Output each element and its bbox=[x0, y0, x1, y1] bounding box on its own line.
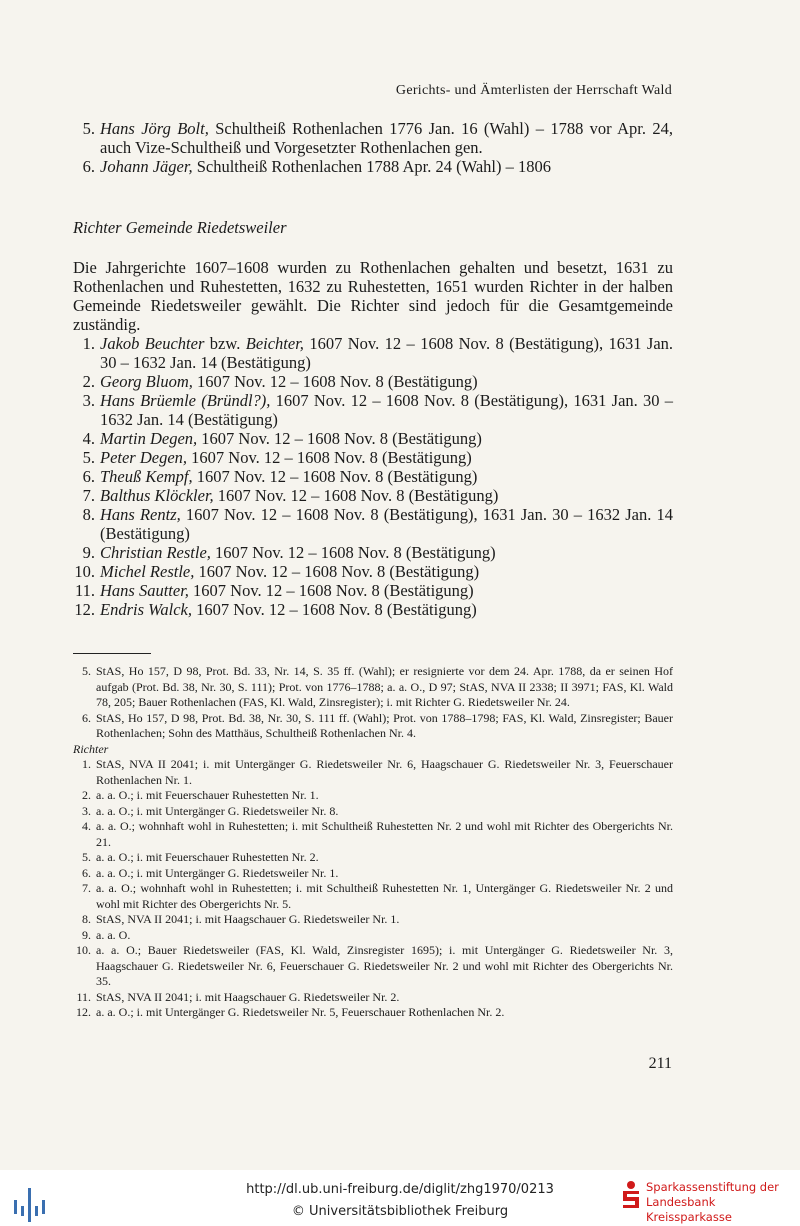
item-number: 11. bbox=[74, 581, 95, 600]
page-number: 211 bbox=[648, 1055, 672, 1072]
item-text: 1607 Nov. 12 – 1608 Nov. 8 (Bestätigung) bbox=[188, 581, 474, 600]
footnote-number: 5. bbox=[82, 850, 91, 864]
item-number: 12. bbox=[74, 600, 95, 619]
footnotes bbox=[73, 664, 673, 1021]
person-name: Johann Jäger, bbox=[100, 157, 193, 176]
footnote bbox=[73, 819, 673, 850]
footnote-number: 1. bbox=[82, 757, 91, 771]
list-item bbox=[73, 157, 673, 176]
item-text: 1607 Nov. 12 – 1608 Nov. 8 (Bestätigung) bbox=[192, 372, 478, 391]
footnote bbox=[73, 664, 673, 711]
item-text: 1607 Nov. 12 – 1608 Nov. 8 (Bestätigung) bbox=[187, 448, 472, 467]
list-item bbox=[73, 334, 673, 372]
person-name: Hans Sautter, bbox=[100, 581, 189, 600]
footnote-number: 6. bbox=[82, 865, 91, 880]
item-text: 1607 Nov. 12 – 1608 Nov. 8 (Bestätigung), 1631 Jan. 30 – 1632 Jan. 14 (Bestätigung) bbox=[100, 391, 673, 429]
sponsor-line-2: Landesbank Kreissparkasse bbox=[646, 1195, 732, 1224]
footnote-text: StAS, NVA II 2041; i. mit Haagschauer G. Riedetsweiler Nr. 2. bbox=[96, 989, 400, 1004]
item-number: 9. bbox=[82, 543, 95, 562]
person-name: Michel Restle, bbox=[100, 562, 195, 581]
footnote-number: 12. bbox=[76, 1005, 91, 1019]
footnote-text: StAS, NVA II 2041; i. mit Haagschauer G. Riedetsweiler Nr. 1. bbox=[96, 912, 400, 926]
item-number: 2. bbox=[82, 372, 95, 391]
item-text: 1607 Nov. 12 – 1608 Nov. 8 (Bestätigung) bbox=[197, 429, 482, 448]
item-number: 10. bbox=[74, 562, 95, 581]
footnote-number: 3. bbox=[82, 803, 91, 818]
footnote-text: a. a. O.; i. mit Feuerschauer Ruhestetten Nr. 2. bbox=[96, 850, 319, 864]
footnote-number: 8. bbox=[82, 912, 91, 926]
footnote-number: 4. bbox=[82, 819, 91, 833]
item-number: 8. bbox=[82, 505, 95, 524]
list-item bbox=[73, 562, 673, 581]
list-item bbox=[73, 543, 673, 562]
item-text: Schultheiß Rothenlachen 1776 Jan. 16 (Wahl) – 1788 vor Apr. 24, auch Vize-Schultheiß und Vorgesetzter Rothenlachen gen. bbox=[100, 119, 673, 157]
footnote bbox=[73, 943, 673, 990]
footnote-text: a. a. O.; i. mit Untergänger G. Riedetsweiler Nr. 1. bbox=[96, 865, 339, 880]
person-name: Martin Degen, bbox=[100, 429, 198, 448]
footnote bbox=[73, 928, 673, 944]
footnote-number: 2. bbox=[82, 788, 91, 802]
item-text: bzw. bbox=[204, 334, 246, 353]
list-item bbox=[73, 505, 673, 543]
item-text: 1607 Nov. 12 – 1608 Nov. 8 (Bestätigung) bbox=[192, 467, 478, 486]
item-text: 1607 Nov. 12 – 1608 Nov. 8 (Bestätigung) bbox=[191, 600, 477, 619]
footnote-text: StAS, Ho 157, D 98, Prot. Bd. 38, Nr. 30, S. 111 ff. (Wahl); Prot. von 1788–1798; FAS, Kl. Wald, Zinsregister; Bauer Rothenlachen; Sohn des Matthäus, Schultheiß Rothenlachen Nr. 4. bbox=[96, 710, 673, 740]
footnote bbox=[73, 711, 673, 742]
footnote-divider bbox=[73, 653, 151, 654]
item-number: 1. bbox=[82, 334, 95, 353]
person-name-variant: Beichter, bbox=[245, 334, 304, 353]
list-item bbox=[73, 600, 673, 619]
item-text: 1607 Nov. 12 – 1608 Nov. 8 (Bestätigung) bbox=[210, 543, 496, 562]
list-item bbox=[73, 448, 673, 467]
list-item bbox=[73, 372, 673, 391]
top-list bbox=[73, 119, 673, 176]
footnote-number: 5. bbox=[82, 664, 91, 678]
person-name: Theuß Kempf, bbox=[100, 467, 193, 486]
footnote bbox=[73, 866, 673, 882]
item-number: 6. bbox=[82, 467, 95, 486]
person-name: Hans Jörg Bolt, bbox=[100, 119, 209, 138]
list-item bbox=[73, 467, 673, 486]
item-text: 1607 Nov. 12 – 1608 Nov. 8 (Bestätigung), 1631 Jan. 30 – 1632 Jan. 14 (Bestätigung) bbox=[100, 505, 673, 543]
item-text: 1607 Nov. 12 – 1608 Nov. 8 (Bestätigung) bbox=[213, 486, 499, 505]
footnote-heading: Richter bbox=[73, 741, 109, 756]
footnote-text: a. a. O.; wohnhaft wohl in Ruhestetten; i. mit Schultheiß Ruhestetten Nr. 2 und wohl mit Richter des Obergerichts Nr. 21. bbox=[96, 819, 673, 849]
sponsor-text bbox=[646, 1180, 800, 1225]
person-name: Hans Rentz, bbox=[100, 505, 181, 524]
list-item bbox=[73, 119, 673, 157]
footnote bbox=[73, 1005, 673, 1021]
item-number: 4. bbox=[82, 429, 95, 448]
footnote-text: a. a. O.; i. mit Untergänger G. Riedetsweiler Nr. 5, Feuerschauer Rothenlachen Nr. 2. bbox=[96, 1005, 505, 1019]
footnote-number: 11. bbox=[76, 989, 91, 1004]
footnote-number: 7. bbox=[82, 881, 91, 895]
viewer-footer bbox=[0, 1170, 800, 1226]
footnote-text: a. a. O. bbox=[96, 927, 131, 942]
footnote-text: a. a. O.; wohnhaft wohl in Ruhestetten; i. mit Schultheiß Ruhestetten Nr. 1, Untergänger G. Riedetsweiler Nr. 2 und wohl mit Richter des Obergerichts Nr. 5. bbox=[96, 881, 673, 911]
section-title: Richter Gemeinde Riedetsweiler bbox=[73, 218, 287, 237]
copyright-notice: © Universitätsbibliothek Freiburg bbox=[291, 1204, 509, 1219]
item-number: 5. bbox=[82, 119, 95, 138]
person-name: Endris Walck, bbox=[100, 600, 192, 619]
footnote bbox=[73, 881, 673, 912]
sparkasse-logo-icon bbox=[620, 1180, 642, 1210]
person-name: Hans Brüemle (Bründl?), bbox=[100, 391, 271, 410]
footnote bbox=[73, 850, 673, 866]
document-url-link[interactable]: http://dl.ub.uni-freiburg.de/diglit/zhg1970/0213 bbox=[246, 1182, 554, 1197]
person-name: Jakob Beuchter bbox=[100, 334, 205, 353]
list-item bbox=[73, 429, 673, 448]
footnote-text: a. a. O.; Bauer Riedetsweiler (FAS, Kl. Wald, Zinsregister 1695); i. mit Untergänger G. Riedetsweiler Nr. 3, Haagschauer G. Riedetsweiler Nr. 6, Feuerschauer G. Riedetsweiler Nr. 2 und wohl mit Richter des Obergerichts Nr. 35. bbox=[96, 943, 673, 988]
footnote bbox=[73, 990, 673, 1006]
footnote-text: StAS, Ho 157, D 98, Prot. Bd. 33, Nr. 14, S. 35 ff. (Wahl); er resignierte vor dem 24. Apr. 1788, da er seinen Hof aufgab (Prot. Bd. 38, Nr. 30, S. 111); Prot. von 1776–1788; a. a. O., D 97; StAS, NVA II 2338; II 3971; FAS, Kl. Wald 78, 205; Bauer Rothenlachen (FAS, Kl. Wald, Zinsregister); i. mit Richter G. Riedetsweiler Nr. 24. bbox=[96, 664, 673, 709]
list-item bbox=[73, 486, 673, 505]
judges-list bbox=[73, 334, 673, 619]
footnote-number: 6. bbox=[82, 710, 91, 725]
list-item bbox=[73, 581, 673, 600]
list-item bbox=[73, 391, 673, 429]
footnote-number: 9. bbox=[82, 927, 91, 942]
person-name: Peter Degen, bbox=[100, 448, 188, 467]
footnote-text: StAS, NVA II 2041; i. mit Untergänger G. Riedetsweiler Nr. 6, Haagschauer G. Riedetsweiler Nr. 3, Feuerschauer Rothenlachen Nr. 1. bbox=[96, 757, 673, 787]
item-number: 7. bbox=[82, 486, 95, 505]
footnote-text: a. a. O.; i. mit Feuerschauer Ruhestetten Nr. 1. bbox=[96, 788, 319, 802]
footnote-number: 10. bbox=[76, 943, 91, 957]
item-text: Schultheiß Rothenlachen 1788 Apr. 24 (Wahl) – 1806 bbox=[192, 157, 551, 176]
item-number: 3. bbox=[82, 391, 95, 410]
sponsor-line-1: Sparkassenstiftung der bbox=[646, 1180, 779, 1194]
footnote bbox=[73, 804, 673, 820]
item-text: 1607 Nov. 12 – 1608 Nov. 8 (Bestätigung), 1631 Jan. 30 – 1632 Jan. 14 (Bestätigung) bbox=[100, 334, 674, 372]
footnote bbox=[73, 788, 673, 804]
person-name: Christian Restle, bbox=[100, 543, 211, 562]
footnote bbox=[73, 757, 673, 788]
footnote bbox=[73, 912, 673, 928]
item-number: 6. bbox=[82, 157, 95, 176]
running-head: Gerichts- und Ämterlisten der Herrschaft Wald bbox=[395, 83, 672, 98]
footnote-text: a. a. O.; i. mit Untergänger G. Riedetsweiler Nr. 8. bbox=[96, 803, 339, 818]
item-number: 5. bbox=[82, 448, 95, 467]
person-name: Georg Bluom, bbox=[100, 372, 193, 391]
item-text: 1607 Nov. 12 – 1608 Nov. 8 (Bestätigung) bbox=[194, 562, 480, 581]
person-name: Balthus Klöckler, bbox=[100, 486, 214, 505]
section-intro: Die Jahrgerichte 1607–1608 wurden zu Rothenlachen gehalten und besetzt, 1631 zu Rothenlachen und Ruhestetten, 1632 zu Ruhestetten, 1651 wurden Richter in der halben Gemeinde Riedetsweiler gewählt. Die Richter sind jedoch für die Gesamtgemeinde zuständig. bbox=[73, 258, 673, 334]
